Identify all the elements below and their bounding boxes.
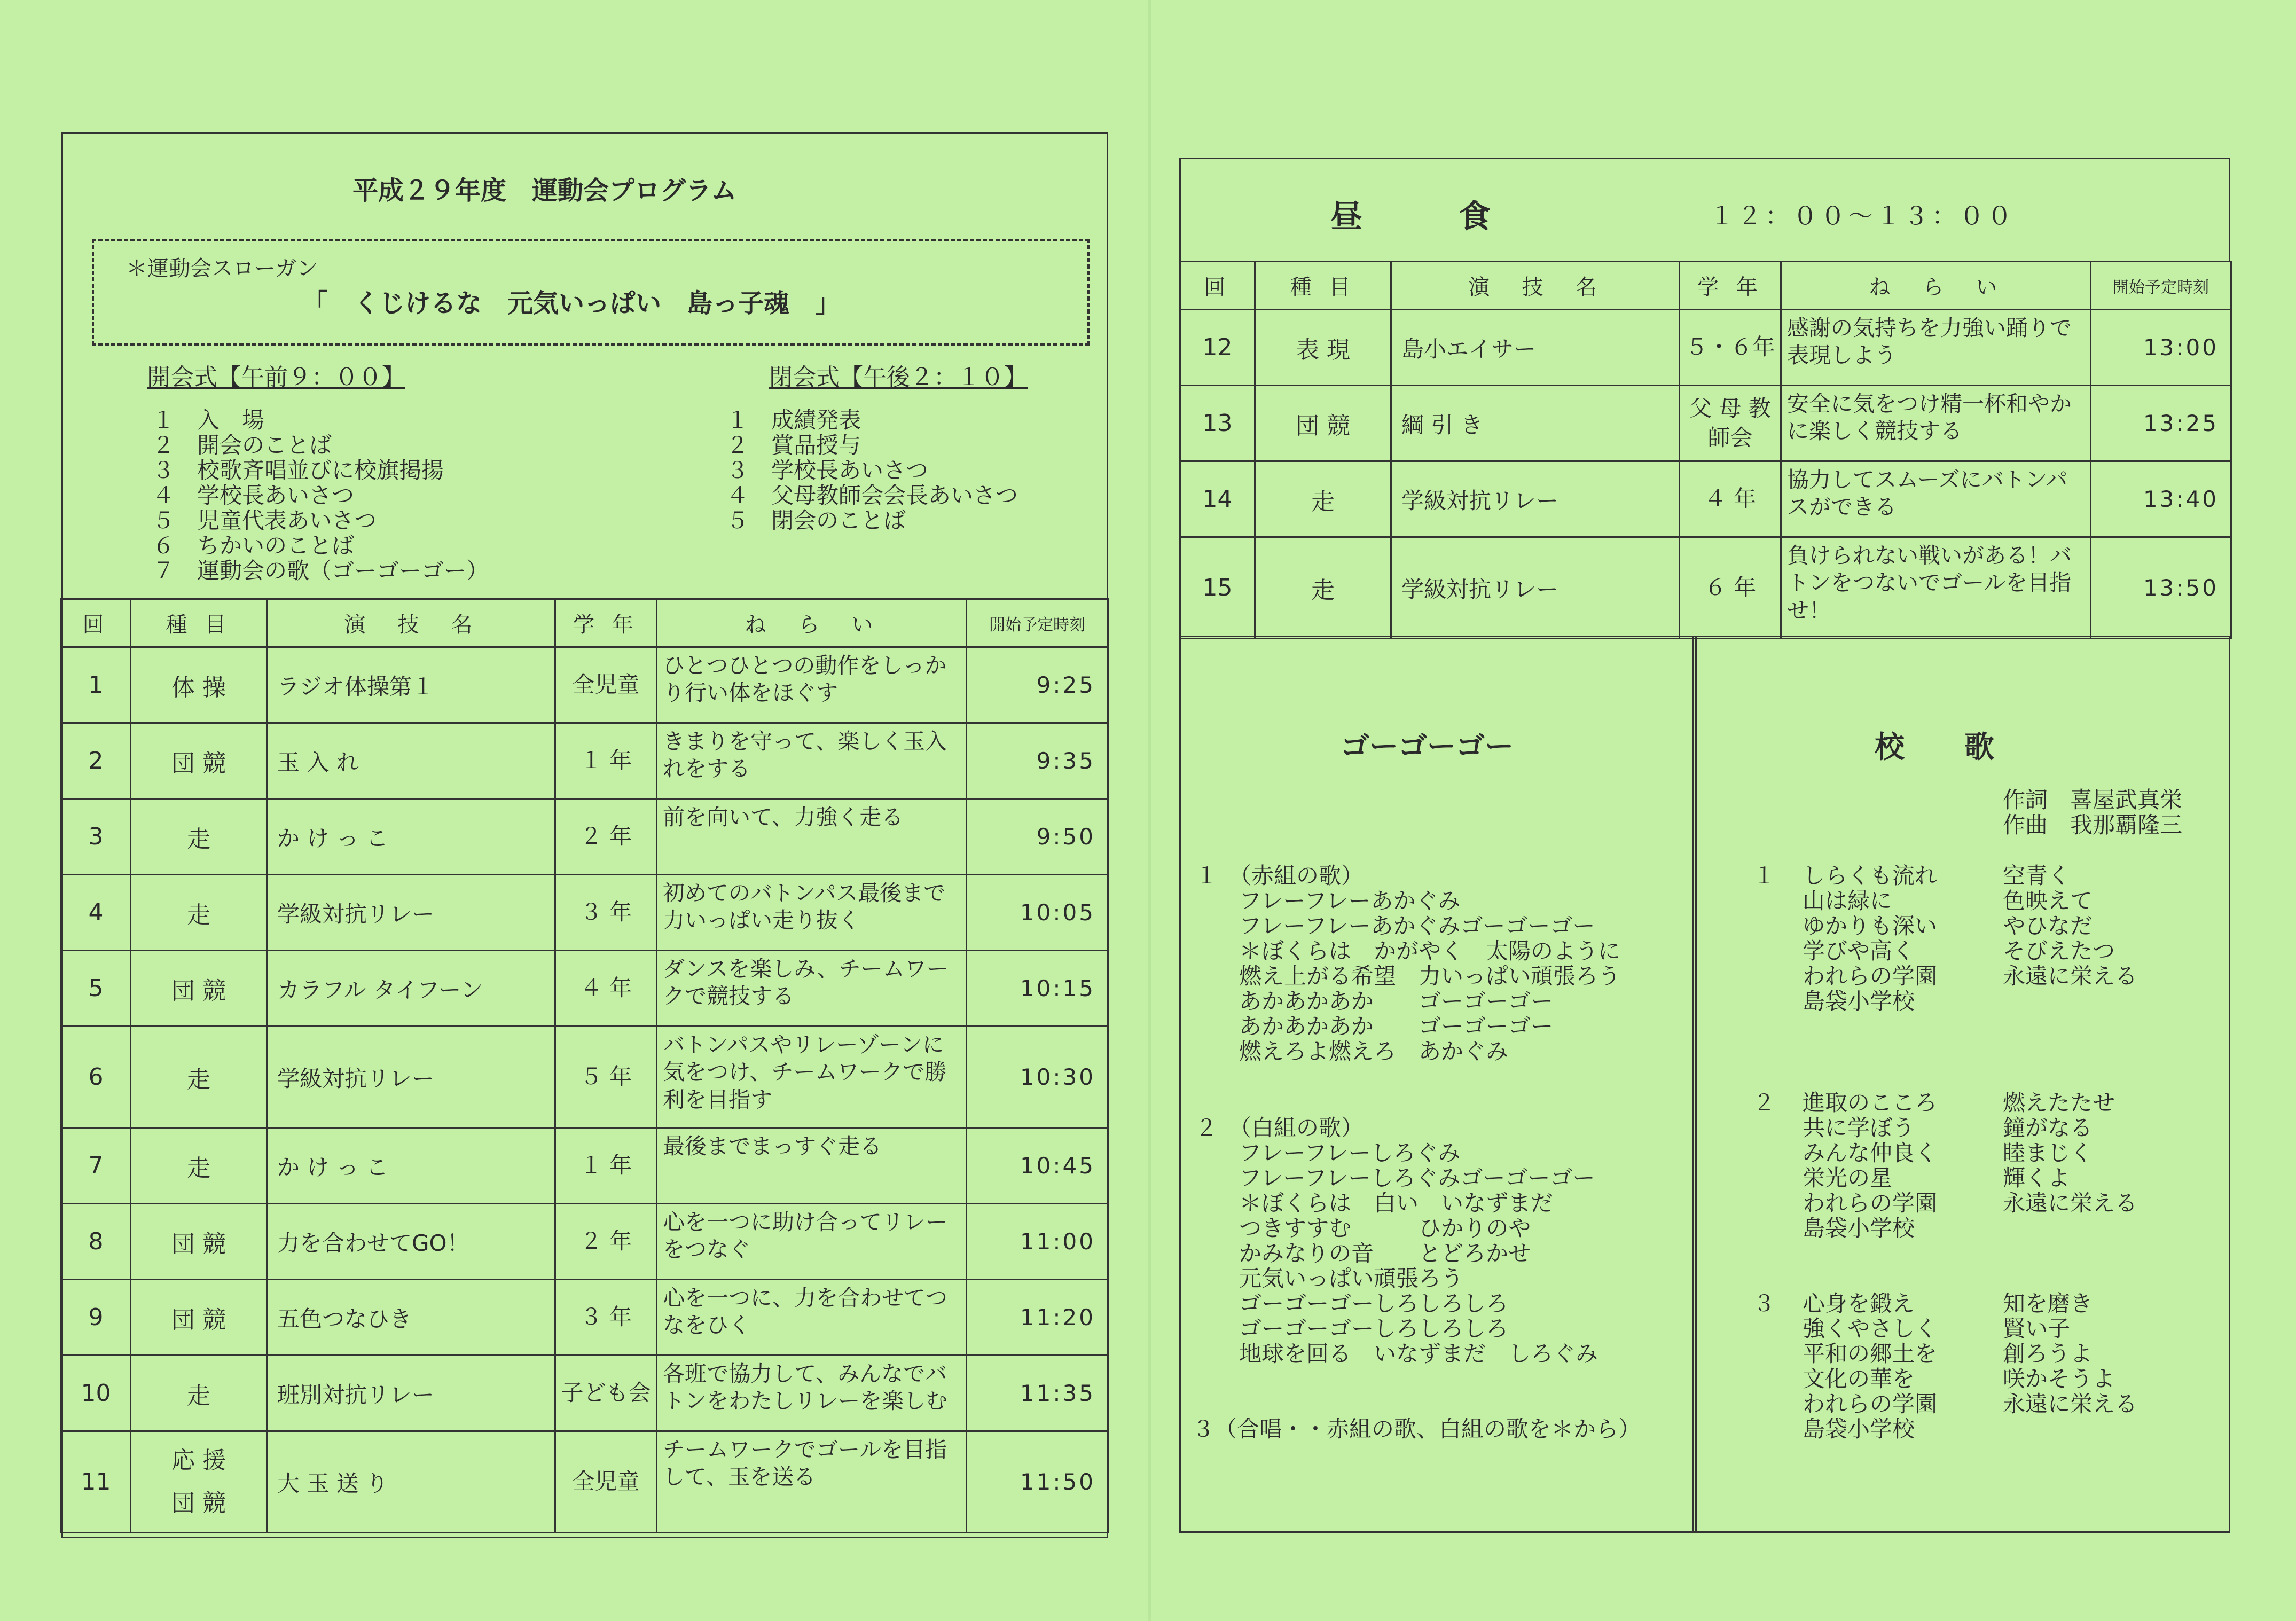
- cell-name: 大 玉 送 り: [267, 1431, 555, 1533]
- cell-no: 15: [1180, 537, 1255, 639]
- cell-no: 5: [61, 951, 131, 1027]
- lyric-line: 鐘がなる: [2003, 1115, 2093, 1141]
- cell-type: 団 競: [131, 1204, 267, 1280]
- lyric-line: 睦まじく: [2003, 1140, 2093, 1166]
- gogogo-verse3: ３（合唱・・赤組の歌、白組の歌を＊から）: [1192, 1416, 1641, 1442]
- cell-type: 走: [1255, 461, 1391, 537]
- lyric-line: ゴーゴーゴーしろしろしろ: [1239, 1315, 1509, 1342]
- cell-no: 8: [61, 1204, 131, 1280]
- lyric-line: 共に学ぼう: [1803, 1115, 1915, 1141]
- cell-time: 11:00: [967, 1204, 1108, 1280]
- cell-name: 班別対抗リレー: [267, 1356, 555, 1431]
- table-row: [61, 799, 1108, 875]
- lyric-line: 燃えたたせ: [2003, 1090, 2115, 1116]
- lyric-line: われらの学園: [1803, 963, 1938, 989]
- column-header: ね ら い: [657, 599, 967, 647]
- cell-time: 10:15: [967, 951, 1108, 1027]
- cell-time: 9:25: [967, 647, 1108, 723]
- column-header: 種 目: [131, 599, 267, 647]
- cell-name: 学級対抗リレー: [1391, 537, 1680, 639]
- table-row: [61, 951, 1108, 1027]
- opening-item: ２ 開会のことば: [152, 432, 332, 458]
- column-header: 学 年: [555, 599, 657, 647]
- column-header: 種 目: [1255, 262, 1391, 310]
- kouka-lyricist: 作詞 喜屋武真栄: [2003, 787, 2183, 813]
- lunch-time: １２：００〜１３：００: [1710, 201, 2015, 230]
- closing-item: ５ 閉会のことば: [726, 507, 906, 534]
- column-header: 回: [1180, 262, 1255, 310]
- cell-aim: ダンスを楽しみ、チームワークで競技する: [657, 951, 967, 1027]
- cell-type: 走: [131, 875, 267, 951]
- opening-item: ４ 学校長あいさつ: [152, 482, 355, 508]
- cell-name: 学級対抗リレー: [267, 1027, 555, 1128]
- lyric-line: 空青く: [2003, 863, 2071, 889]
- cell-no: 4: [61, 875, 131, 951]
- kouka-title: 校 歌: [1875, 730, 1994, 765]
- lyric-line: つきすすむ ひかりのや: [1239, 1215, 1531, 1241]
- gogogo-verse2-label: ２ （白組の歌）: [1195, 1115, 1364, 1141]
- cell-type: 表 現: [1255, 310, 1391, 386]
- table-row: [61, 1128, 1108, 1204]
- cell-name: ラジオ体操第１: [267, 647, 555, 723]
- lyric-line: みんな仲良く: [1803, 1140, 1938, 1166]
- lyric-line: われらの学園: [1803, 1190, 1938, 1216]
- cell-aim: きまりを守って、楽しく玉入れをする: [657, 723, 967, 799]
- cell-time: 13:40: [2091, 461, 2231, 537]
- program-table-afternoon: [1179, 261, 2232, 639]
- cell-no: 12: [1180, 310, 1255, 386]
- cell-type: 団 競: [131, 951, 267, 1027]
- lyric-line: 進取のこころ: [1803, 1090, 1938, 1116]
- column-header: 演 技 名: [267, 599, 555, 647]
- cell-time: 9:35: [967, 723, 1108, 799]
- cell-time: 9:50: [967, 799, 1108, 875]
- cell-name: か け っ こ: [267, 799, 555, 875]
- lyric-line: 燃え上がる希望 力いっぱい頑張ろう: [1239, 963, 1621, 989]
- table-row: [61, 723, 1108, 799]
- closing-item: ４ 父母教師会会長あいさつ: [726, 482, 1018, 508]
- lyric-line: 永遠に栄える: [2003, 1190, 2138, 1216]
- cell-grade: 父 母 教師会: [1680, 386, 1781, 461]
- cell-type: 走: [131, 1356, 267, 1431]
- cell-grade: １ 年: [555, 723, 657, 799]
- cell-grade: ２ 年: [555, 1204, 657, 1280]
- cell-time: 11:20: [967, 1280, 1108, 1356]
- table-row: [61, 1280, 1108, 1356]
- opening-item: ５ 児童代表あいさつ: [152, 507, 377, 534]
- lunch-header-box: [1179, 158, 2230, 262]
- lyric-line: 色映えて: [2003, 888, 2093, 914]
- table-row: [61, 647, 1108, 723]
- lyric-line: フレーフレーあかぐみゴーゴーゴー: [1239, 913, 1595, 939]
- cell-aim: 各班で協力して、みんなでバトンをわたしリレーを楽しむ: [657, 1356, 967, 1431]
- lyric-line: しらくも流れ: [1803, 863, 1938, 889]
- cell-name: 学級対抗リレー: [267, 875, 555, 951]
- cell-aim: 負けられない戦いがある！バトンをつないでゴールを目指せ！: [1781, 537, 2091, 639]
- cell-type: 走: [131, 799, 267, 875]
- cell-no: 1: [61, 647, 131, 723]
- cell-name: 五色つなひき: [267, 1280, 555, 1356]
- cell-aim: 心を一つに助け合ってリレーをつなぐ: [657, 1204, 967, 1280]
- cell-type: 体 操: [131, 647, 267, 723]
- cell-type: 走: [1255, 537, 1391, 639]
- lyric-line: 学びや高く: [1803, 938, 1915, 964]
- lyric-line: 山は緑に: [1803, 888, 1893, 914]
- cell-grade: 全児童: [555, 647, 657, 723]
- verse-number: １: [1753, 863, 1776, 889]
- cell-grade: ５ 年: [555, 1027, 657, 1128]
- verse-number: ２: [1753, 1090, 1776, 1116]
- cell-grade: ６ 年: [1680, 537, 1781, 639]
- cell-grade: ３ 年: [555, 1280, 657, 1356]
- lyric-line: われらの学園: [1803, 1391, 1938, 1417]
- cell-type: 団 競: [1255, 386, 1391, 461]
- lyric-line: フレーフレーしろぐみ: [1239, 1140, 1461, 1166]
- cell-aim: 感謝の気持ちを力強い踊りで表現しよう: [1781, 310, 2091, 386]
- cell-no: 13: [1180, 386, 1255, 461]
- cell-type: 走: [131, 1128, 267, 1204]
- lyric-line: 島袋小学校: [1803, 988, 1915, 1014]
- cell-grade: ４ 年: [555, 951, 657, 1027]
- page-fold: [1148, 0, 1151, 1621]
- verse-number: ３: [1753, 1290, 1776, 1317]
- opening-item: ６ ちかいのことば: [152, 532, 355, 559]
- cell-aim: ひとつひとつの動作をしっかり行い体をほぐす: [657, 647, 967, 723]
- slogan-label: ＊運動会スローガン: [126, 256, 318, 281]
- lyric-line: 永遠に栄える: [2003, 963, 2138, 989]
- column-header: 演 技 名: [1391, 262, 1680, 310]
- closing-list: [726, 408, 1018, 533]
- column-header: 学 年: [1680, 262, 1781, 310]
- lyric-line: 地球を回る いなずまだ しろぐみ: [1239, 1341, 1598, 1367]
- gogogo-verse2: [1239, 1140, 1598, 1366]
- cell-aim: チームワークでゴールを目指して、玉を送る: [657, 1431, 967, 1533]
- program-table-morning: [60, 598, 1109, 1533]
- cell-aim: 初めてのバトンパス最後まで力いっぱい走り抜く: [657, 875, 967, 951]
- lyric-line: 咲かそうよ: [2003, 1366, 2115, 1392]
- cell-grade: ３ 年: [555, 875, 657, 951]
- cell-name: 綱 引 き: [1391, 386, 1680, 461]
- cell-name: か け っ こ: [267, 1128, 555, 1204]
- cell-name: 力を合わせてGO！: [267, 1204, 555, 1280]
- kouka-composer: 作曲 我那覇隆三: [2003, 812, 2183, 838]
- cell-no: 3: [61, 799, 131, 875]
- cell-grade: 子ども会: [555, 1356, 657, 1431]
- cell-aim: 前を向いて、力強く走る: [657, 799, 967, 875]
- cell-grade: ４ 年: [1680, 461, 1781, 537]
- slogan-text: 「 くじけるな 元気いっぱい 島っ子魂 」: [302, 288, 841, 318]
- cell-no: 14: [1180, 461, 1255, 537]
- lyric-line: フレーフレーしろぐみゴーゴーゴー: [1239, 1165, 1595, 1191]
- opening-heading: 開会式【午前９：００】: [147, 364, 405, 391]
- cell-type: 応 援 団 競: [131, 1431, 267, 1533]
- table-row: [61, 1431, 1108, 1533]
- cell-no: 9: [61, 1280, 131, 1356]
- table-row: [1180, 310, 2231, 386]
- lyric-line: 島袋小学校: [1803, 1416, 1915, 1442]
- slogan-box: [92, 239, 1090, 346]
- cell-aim: 協力してスムーズにバトンパスができる: [1781, 461, 2091, 537]
- songs-divider: [1692, 636, 1697, 1533]
- cell-grade: ５・６年: [1680, 310, 1781, 386]
- opening-list: [152, 408, 489, 583]
- lyric-line: フレーフレーあかぐみ: [1239, 888, 1461, 914]
- opening-item: １ 入 場: [152, 407, 265, 433]
- cell-time: 11:50: [967, 1431, 1108, 1533]
- opening-item: ７ 運動会の歌（ゴーゴーゴー）: [152, 558, 489, 584]
- closing-heading: 閉会式【午後２：１０】: [769, 364, 1028, 391]
- lyric-line: やひなだ: [2003, 913, 2093, 939]
- program-title: 平成２９年度 運動会プログラム: [352, 176, 737, 206]
- cell-name: 学級対抗リレー: [1391, 461, 1680, 537]
- lyric-line: 文化の華を: [1803, 1366, 1915, 1392]
- cell-aim: 心を一つに、力を合わせてつなをひく: [657, 1280, 967, 1356]
- table-row: [61, 1204, 1108, 1280]
- cell-time: 11:35: [967, 1356, 1108, 1431]
- lyric-line: 強くやさしく: [1803, 1315, 1938, 1342]
- cell-no: 11: [61, 1431, 131, 1533]
- lyric-line: 平和の郷土を: [1803, 1341, 1938, 1367]
- cell-time: 10:30: [967, 1027, 1108, 1128]
- table-row: [61, 1356, 1108, 1431]
- lyric-line: 創ろうよ: [2003, 1341, 2093, 1367]
- lyric-line: ＊ぼくらは 白い いなずまだ: [1239, 1190, 1554, 1216]
- closing-item: １ 成績発表: [726, 407, 861, 433]
- column-header: ね ら い: [1781, 262, 2091, 310]
- cell-type: 走: [131, 1027, 267, 1128]
- lyric-line: 知を磨き: [2003, 1290, 2093, 1317]
- cell-time: 13:25: [2091, 386, 2231, 461]
- cell-time: 10:45: [967, 1128, 1108, 1204]
- cell-no: 7: [61, 1128, 131, 1204]
- column-header: 開始予定時刻: [967, 599, 1108, 647]
- cell-no: 10: [61, 1356, 131, 1431]
- cell-aim: バトンパスやリレーゾーンに気をつけ、チームワークで勝利を目指す: [657, 1027, 967, 1128]
- lyric-line: 元気いっぱい頑張ろう: [1239, 1265, 1464, 1291]
- cell-aim: 最後までまっすぐ走る: [657, 1128, 967, 1204]
- table-row: [1180, 461, 2231, 537]
- lunch-label: 昼 食: [1330, 198, 1501, 236]
- lyric-line: あかあかあか ゴーゴーゴー: [1239, 988, 1554, 1014]
- cell-time: 13:50: [2091, 537, 2231, 639]
- lyric-line: ゆかりも深い: [1803, 913, 1938, 939]
- cell-name: カラフル タイフーン: [267, 951, 555, 1027]
- column-header: 開始予定時刻: [2091, 262, 2231, 310]
- lyric-line: 燃えろよ燃えろ あかぐみ: [1239, 1038, 1509, 1064]
- cell-grade: １ 年: [555, 1128, 657, 1204]
- cell-type: 団 競: [131, 1280, 267, 1356]
- lyric-line: ゴーゴーゴーしろしろしろ: [1239, 1290, 1509, 1317]
- lyric-line: 栄光の星: [1803, 1165, 1893, 1191]
- gogogo-verse1: [1239, 888, 1620, 1064]
- lyric-line: 輝くよ: [2003, 1165, 2071, 1191]
- closing-item: ２ 賞品授与: [726, 432, 861, 458]
- gogogo-title: ゴーゴーゴー: [1341, 730, 1514, 763]
- cell-time: 10:05: [967, 875, 1108, 951]
- cell-grade: ２ 年: [555, 799, 657, 875]
- lyric-line: かみなりの音 とどろかせ: [1239, 1240, 1531, 1266]
- lyric-line: 永遠に栄える: [2003, 1391, 2138, 1417]
- lyric-line: 賢い子: [2003, 1315, 2071, 1342]
- table-row: [1180, 386, 2231, 461]
- lyric-line: そびえたつ: [2003, 938, 2115, 964]
- lyric-line: ＊ぼくらは かがやく 太陽のように: [1239, 938, 1621, 964]
- cell-name: 玉 入 れ: [267, 723, 555, 799]
- lyric-line: あかあかあか ゴーゴーゴー: [1239, 1013, 1554, 1039]
- cell-aim: 安全に気をつけ精一杯和やかに楽しく競技する: [1781, 386, 2091, 461]
- closing-item: ３ 学校長あいさつ: [726, 457, 929, 483]
- lyric-line: 島袋小学校: [1803, 1215, 1915, 1241]
- cell-type: 団 競: [131, 723, 267, 799]
- gogogo-verse1-label: １ （赤組の歌）: [1195, 863, 1364, 889]
- table-row: [1180, 537, 2231, 639]
- cell-name: 島小エイサー: [1391, 310, 1680, 386]
- table-row: [61, 1027, 1108, 1128]
- opening-item: ３ 校歌斉唱並びに校旗掲揚: [152, 457, 444, 483]
- column-header: 回: [61, 599, 131, 647]
- cell-no: 2: [61, 723, 131, 799]
- table-row: [61, 875, 1108, 951]
- cell-grade: 全児童: [555, 1431, 657, 1533]
- cell-no: 6: [61, 1027, 131, 1128]
- cell-time: 13:00: [2091, 310, 2231, 386]
- lyric-line: 心身を鍛え: [1803, 1290, 1915, 1317]
